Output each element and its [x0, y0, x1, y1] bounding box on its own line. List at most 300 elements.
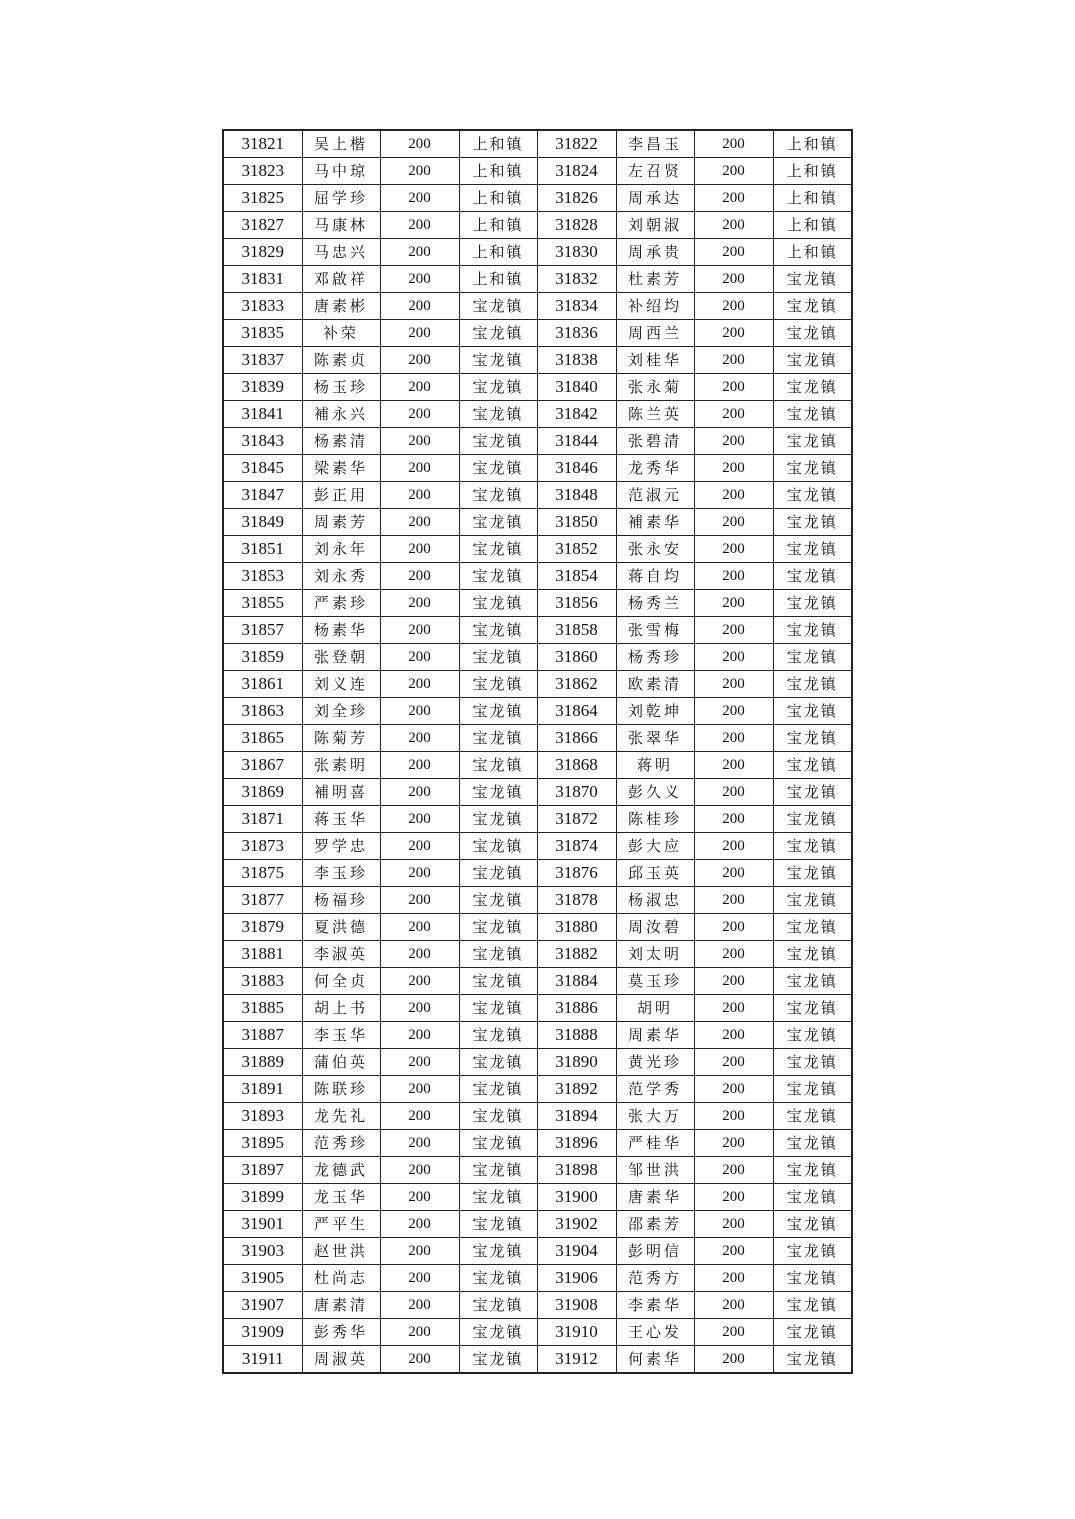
- name-cell: 杨玉珍: [302, 374, 380, 401]
- serial-number-cell: 31824: [537, 158, 616, 185]
- amount-cell: 200: [380, 617, 459, 644]
- name-cell: 李玉珍: [302, 860, 380, 887]
- serial-number-cell: 31912: [537, 1346, 616, 1374]
- name-cell: 范学秀: [616, 1076, 694, 1103]
- serial-number-cell: 31859: [223, 644, 302, 671]
- town-cell: 宝龙镇: [773, 698, 852, 725]
- name-cell: 李淑英: [302, 941, 380, 968]
- town-cell: 宝龙镇: [459, 1238, 537, 1265]
- amount-cell: 200: [694, 806, 773, 833]
- amount-cell: 200: [380, 590, 459, 617]
- name-cell: 李玉华: [302, 1022, 380, 1049]
- serial-number-cell: 31904: [537, 1238, 616, 1265]
- serial-number-cell: 31909: [223, 1319, 302, 1346]
- serial-number-cell: 31828: [537, 212, 616, 239]
- table-row: [223, 887, 852, 914]
- amount-cell: 200: [380, 725, 459, 752]
- name-cell: 胡上书: [302, 995, 380, 1022]
- amount-cell: 200: [380, 401, 459, 428]
- serial-number-cell: 31853: [223, 563, 302, 590]
- amount-cell: 200: [380, 860, 459, 887]
- town-cell: 宝龙镇: [459, 401, 537, 428]
- name-cell: 刘永秀: [302, 563, 380, 590]
- serial-number-cell: 31821: [223, 130, 302, 158]
- name-cell: 龙秀华: [616, 455, 694, 482]
- name-cell: 欧素清: [616, 671, 694, 698]
- serial-number-cell: 31871: [223, 806, 302, 833]
- town-cell: 宝龙镇: [459, 752, 537, 779]
- town-cell: 宝龙镇: [459, 941, 537, 968]
- table-row: [223, 185, 852, 212]
- name-cell: 马康林: [302, 212, 380, 239]
- town-cell: 宝龙镇: [773, 347, 852, 374]
- amount-cell: 200: [380, 1157, 459, 1184]
- name-cell: 严素珍: [302, 590, 380, 617]
- name-cell: 补荣: [302, 320, 380, 347]
- amount-cell: 200: [694, 1238, 773, 1265]
- amount-cell: 200: [380, 320, 459, 347]
- serial-number-cell: 31847: [223, 482, 302, 509]
- amount-cell: 200: [694, 455, 773, 482]
- table-row: [223, 1346, 852, 1374]
- serial-number-cell: 31880: [537, 914, 616, 941]
- table-row: [223, 1292, 852, 1319]
- name-cell: 邵素芳: [616, 1211, 694, 1238]
- amount-cell: 200: [694, 1157, 773, 1184]
- serial-number-cell: 31875: [223, 860, 302, 887]
- town-cell: 宝龙镇: [773, 617, 852, 644]
- town-cell: 宝龙镇: [459, 455, 537, 482]
- serial-number-cell: 31908: [537, 1292, 616, 1319]
- table-row: [223, 725, 852, 752]
- town-cell: 宝龙镇: [459, 671, 537, 698]
- table-row: [223, 1211, 852, 1238]
- amount-cell: 200: [380, 1292, 459, 1319]
- town-cell: 宝龙镇: [773, 860, 852, 887]
- town-cell: 宝龙镇: [459, 1211, 537, 1238]
- serial-number-cell: 31906: [537, 1265, 616, 1292]
- name-cell: 唐素清: [302, 1292, 380, 1319]
- amount-cell: 200: [694, 1184, 773, 1211]
- town-cell: 宝龙镇: [773, 266, 852, 293]
- name-cell: 蒋自均: [616, 563, 694, 590]
- name-cell: 杜素芳: [616, 266, 694, 293]
- amount-cell: 200: [380, 455, 459, 482]
- name-cell: 彭久义: [616, 779, 694, 806]
- amount-cell: 200: [694, 779, 773, 806]
- serial-number-cell: 31862: [537, 671, 616, 698]
- name-cell: 罗学忠: [302, 833, 380, 860]
- name-cell: 陈兰英: [616, 401, 694, 428]
- table-row: [223, 1265, 852, 1292]
- amount-cell: 200: [694, 1049, 773, 1076]
- name-cell: 杨淑忠: [616, 887, 694, 914]
- amount-cell: 200: [694, 536, 773, 563]
- table-row: [223, 1130, 852, 1157]
- town-cell: 宝龙镇: [459, 968, 537, 995]
- town-cell: 宝龙镇: [773, 1157, 852, 1184]
- serial-number-cell: 31878: [537, 887, 616, 914]
- town-cell: 宝龙镇: [459, 1157, 537, 1184]
- town-cell: 宝龙镇: [773, 1265, 852, 1292]
- amount-cell: 200: [380, 995, 459, 1022]
- roster-body: [223, 130, 852, 1373]
- serial-number-cell: 31874: [537, 833, 616, 860]
- amount-cell: 200: [694, 1103, 773, 1130]
- name-cell: 严平生: [302, 1211, 380, 1238]
- serial-number-cell: 31831: [223, 266, 302, 293]
- name-cell: 左召贤: [616, 158, 694, 185]
- amount-cell: 200: [380, 1265, 459, 1292]
- town-cell: 上和镇: [459, 212, 537, 239]
- amount-cell: 200: [380, 212, 459, 239]
- serial-number-cell: 31829: [223, 239, 302, 266]
- town-cell: 宝龙镇: [459, 995, 537, 1022]
- table-row: [223, 158, 852, 185]
- serial-number-cell: 31869: [223, 779, 302, 806]
- serial-number-cell: 31836: [537, 320, 616, 347]
- amount-cell: 200: [380, 482, 459, 509]
- town-cell: 宝龙镇: [773, 1319, 852, 1346]
- serial-number-cell: 31848: [537, 482, 616, 509]
- table-row: [223, 347, 852, 374]
- amount-cell: 200: [380, 806, 459, 833]
- town-cell: 上和镇: [459, 158, 537, 185]
- town-cell: 宝龙镇: [459, 536, 537, 563]
- amount-cell: 200: [694, 968, 773, 995]
- town-cell: 宝龙镇: [773, 293, 852, 320]
- town-cell: 宝龙镇: [773, 671, 852, 698]
- town-cell: 宝龙镇: [773, 320, 852, 347]
- name-cell: 杜尚志: [302, 1265, 380, 1292]
- name-cell: 刘全珍: [302, 698, 380, 725]
- town-cell: 宝龙镇: [459, 833, 537, 860]
- town-cell: 宝龙镇: [773, 725, 852, 752]
- amount-cell: 200: [694, 509, 773, 536]
- town-cell: 宝龙镇: [773, 1022, 852, 1049]
- name-cell: 杨福珍: [302, 887, 380, 914]
- name-cell: 刘永年: [302, 536, 380, 563]
- name-cell: 唐素彬: [302, 293, 380, 320]
- serial-number-cell: 31830: [537, 239, 616, 266]
- town-cell: 宝龙镇: [459, 563, 537, 590]
- serial-number-cell: 31891: [223, 1076, 302, 1103]
- table-row: [223, 293, 852, 320]
- town-cell: 宝龙镇: [459, 1103, 537, 1130]
- name-cell: 李素华: [616, 1292, 694, 1319]
- serial-number-cell: 31837: [223, 347, 302, 374]
- town-cell: 宝龙镇: [773, 1346, 852, 1374]
- amount-cell: 200: [694, 1076, 773, 1103]
- amount-cell: 200: [694, 995, 773, 1022]
- town-cell: 宝龙镇: [773, 1238, 852, 1265]
- name-cell: 刘乾坤: [616, 698, 694, 725]
- name-cell: 蒋明: [616, 752, 694, 779]
- serial-number-cell: 31826: [537, 185, 616, 212]
- town-cell: 宝龙镇: [773, 752, 852, 779]
- serial-number-cell: 31905: [223, 1265, 302, 1292]
- serial-number-cell: 31882: [537, 941, 616, 968]
- serial-number-cell: 31845: [223, 455, 302, 482]
- name-cell: 杨素华: [302, 617, 380, 644]
- amount-cell: 200: [694, 914, 773, 941]
- table-row: [223, 482, 852, 509]
- name-cell: 周承达: [616, 185, 694, 212]
- serial-number-cell: 31889: [223, 1049, 302, 1076]
- serial-number-cell: 31840: [537, 374, 616, 401]
- table-row: [223, 455, 852, 482]
- name-cell: 李昌玉: [616, 130, 694, 158]
- town-cell: 上和镇: [459, 130, 537, 158]
- town-cell: 宝龙镇: [459, 1292, 537, 1319]
- amount-cell: 200: [694, 725, 773, 752]
- name-cell: 陈菊芳: [302, 725, 380, 752]
- name-cell: 范秀方: [616, 1265, 694, 1292]
- name-cell: 严桂华: [616, 1130, 694, 1157]
- table-row: [223, 590, 852, 617]
- serial-number-cell: 31863: [223, 698, 302, 725]
- table-row: [223, 1157, 852, 1184]
- name-cell: 杨秀兰: [616, 590, 694, 617]
- serial-number-cell: 31850: [537, 509, 616, 536]
- name-cell: 蒲伯英: [302, 1049, 380, 1076]
- serial-number-cell: 31839: [223, 374, 302, 401]
- serial-number-cell: 31858: [537, 617, 616, 644]
- amount-cell: 200: [380, 293, 459, 320]
- town-cell: 宝龙镇: [773, 914, 852, 941]
- town-cell: 宝龙镇: [773, 1211, 852, 1238]
- town-cell: 宝龙镇: [773, 1076, 852, 1103]
- name-cell: 张雪梅: [616, 617, 694, 644]
- subsidy-roster-table: [222, 129, 853, 1374]
- amount-cell: 200: [694, 1319, 773, 1346]
- town-cell: 宝龙镇: [459, 482, 537, 509]
- amount-cell: 200: [380, 563, 459, 590]
- town-cell: 宝龙镇: [773, 644, 852, 671]
- town-cell: 宝龙镇: [459, 698, 537, 725]
- name-cell: 周素芳: [302, 509, 380, 536]
- name-cell: 张登朝: [302, 644, 380, 671]
- serial-number-cell: 31888: [537, 1022, 616, 1049]
- serial-number-cell: 31876: [537, 860, 616, 887]
- town-cell: 宝龙镇: [773, 941, 852, 968]
- amount-cell: 200: [380, 1238, 459, 1265]
- town-cell: 宝龙镇: [459, 1346, 537, 1374]
- serial-number-cell: 31872: [537, 806, 616, 833]
- table-row: [223, 1238, 852, 1265]
- amount-cell: 200: [694, 212, 773, 239]
- serial-number-cell: 31838: [537, 347, 616, 374]
- serial-number-cell: 31896: [537, 1130, 616, 1157]
- town-cell: 上和镇: [459, 185, 537, 212]
- amount-cell: 200: [380, 887, 459, 914]
- name-cell: 陈素贞: [302, 347, 380, 374]
- town-cell: 宝龙镇: [459, 887, 537, 914]
- amount-cell: 200: [694, 239, 773, 266]
- table-row: [223, 1103, 852, 1130]
- town-cell: 宝龙镇: [773, 1049, 852, 1076]
- town-cell: 宝龙镇: [459, 509, 537, 536]
- amount-cell: 200: [694, 860, 773, 887]
- table-row: [223, 806, 852, 833]
- amount-cell: 200: [380, 1184, 459, 1211]
- name-cell: 陈联珍: [302, 1076, 380, 1103]
- name-cell: 周承贵: [616, 239, 694, 266]
- serial-number-cell: 31885: [223, 995, 302, 1022]
- town-cell: 宝龙镇: [773, 374, 852, 401]
- amount-cell: 200: [694, 752, 773, 779]
- serial-number-cell: 31864: [537, 698, 616, 725]
- serial-number-cell: 31835: [223, 320, 302, 347]
- name-cell: 彭正用: [302, 482, 380, 509]
- amount-cell: 200: [380, 1076, 459, 1103]
- name-cell: 刘义连: [302, 671, 380, 698]
- amount-cell: 200: [694, 266, 773, 293]
- table-row: [223, 374, 852, 401]
- name-cell: 何全贞: [302, 968, 380, 995]
- town-cell: 宝龙镇: [773, 995, 852, 1022]
- serial-number-cell: 31868: [537, 752, 616, 779]
- amount-cell: 200: [380, 698, 459, 725]
- serial-number-cell: 31899: [223, 1184, 302, 1211]
- town-cell: 宝龙镇: [773, 1130, 852, 1157]
- serial-number-cell: 31866: [537, 725, 616, 752]
- table-row: [223, 1022, 852, 1049]
- town-cell: 宝龙镇: [773, 563, 852, 590]
- town-cell: 宝龙镇: [773, 806, 852, 833]
- name-cell: 梁素华: [302, 455, 380, 482]
- name-cell: 王心发: [616, 1319, 694, 1346]
- table-row: [223, 509, 852, 536]
- town-cell: 宝龙镇: [459, 806, 537, 833]
- table-row: [223, 239, 852, 266]
- town-cell: 宝龙镇: [459, 320, 537, 347]
- serial-number-cell: 31855: [223, 590, 302, 617]
- amount-cell: 200: [380, 509, 459, 536]
- amount-cell: 200: [694, 428, 773, 455]
- name-cell: 周淑英: [302, 1346, 380, 1374]
- name-cell: 龙德武: [302, 1157, 380, 1184]
- name-cell: 補永兴: [302, 401, 380, 428]
- serial-number-cell: 31843: [223, 428, 302, 455]
- serial-number-cell: 31901: [223, 1211, 302, 1238]
- town-cell: 上和镇: [459, 239, 537, 266]
- town-cell: 宝龙镇: [459, 1076, 537, 1103]
- amount-cell: 200: [694, 293, 773, 320]
- amount-cell: 200: [380, 158, 459, 185]
- amount-cell: 200: [694, 617, 773, 644]
- serial-number-cell: 31841: [223, 401, 302, 428]
- table-row: [223, 644, 852, 671]
- serial-number-cell: 31883: [223, 968, 302, 995]
- serial-number-cell: 31877: [223, 887, 302, 914]
- table-row: [223, 266, 852, 293]
- serial-number-cell: 31910: [537, 1319, 616, 1346]
- amount-cell: 200: [694, 671, 773, 698]
- table-row: [223, 401, 852, 428]
- table-row: [223, 320, 852, 347]
- name-cell: 彭秀华: [302, 1319, 380, 1346]
- name-cell: 张永安: [616, 536, 694, 563]
- table-row: [223, 698, 852, 725]
- name-cell: 胡明: [616, 995, 694, 1022]
- amount-cell: 200: [694, 887, 773, 914]
- serial-number-cell: 31870: [537, 779, 616, 806]
- amount-cell: 200: [694, 1022, 773, 1049]
- name-cell: 邹世洪: [616, 1157, 694, 1184]
- name-cell: 彭大应: [616, 833, 694, 860]
- table-row: [223, 1076, 852, 1103]
- town-cell: 上和镇: [773, 158, 852, 185]
- amount-cell: 200: [694, 482, 773, 509]
- amount-cell: 200: [380, 130, 459, 158]
- serial-number-cell: 31902: [537, 1211, 616, 1238]
- name-cell: 张素明: [302, 752, 380, 779]
- serial-number-cell: 31822: [537, 130, 616, 158]
- amount-cell: 200: [380, 1319, 459, 1346]
- serial-number-cell: 31887: [223, 1022, 302, 1049]
- town-cell: 宝龙镇: [459, 617, 537, 644]
- serial-number-cell: 31879: [223, 914, 302, 941]
- town-cell: 宝龙镇: [773, 428, 852, 455]
- name-cell: 范秀珍: [302, 1130, 380, 1157]
- town-cell: 宝龙镇: [773, 833, 852, 860]
- town-cell: 宝龙镇: [459, 914, 537, 941]
- amount-cell: 200: [380, 644, 459, 671]
- table-row: [223, 1049, 852, 1076]
- amount-cell: 200: [380, 1130, 459, 1157]
- name-cell: 龙玉华: [302, 1184, 380, 1211]
- town-cell: 宝龙镇: [773, 1184, 852, 1211]
- serial-number-cell: 31825: [223, 185, 302, 212]
- amount-cell: 200: [694, 1211, 773, 1238]
- amount-cell: 200: [694, 941, 773, 968]
- town-cell: 宝龙镇: [459, 779, 537, 806]
- name-cell: 吴上楷: [302, 130, 380, 158]
- amount-cell: 200: [694, 1265, 773, 1292]
- serial-number-cell: 31884: [537, 968, 616, 995]
- town-cell: 宝龙镇: [459, 1265, 537, 1292]
- town-cell: 宝龙镇: [773, 455, 852, 482]
- name-cell: 补绍均: [616, 293, 694, 320]
- amount-cell: 200: [694, 185, 773, 212]
- amount-cell: 200: [380, 1346, 459, 1374]
- name-cell: 张翠华: [616, 725, 694, 752]
- amount-cell: 200: [694, 347, 773, 374]
- amount-cell: 200: [380, 671, 459, 698]
- name-cell: 杨素清: [302, 428, 380, 455]
- table-row: [223, 941, 852, 968]
- table-row: [223, 617, 852, 644]
- serial-number-cell: 31827: [223, 212, 302, 239]
- serial-number-cell: 31898: [537, 1157, 616, 1184]
- table-row: [223, 130, 852, 158]
- serial-number-cell: 31860: [537, 644, 616, 671]
- amount-cell: 200: [380, 752, 459, 779]
- name-cell: 蒋玉华: [302, 806, 380, 833]
- name-cell: 马中琼: [302, 158, 380, 185]
- serial-number-cell: 31892: [537, 1076, 616, 1103]
- amount-cell: 200: [694, 130, 773, 158]
- name-cell: 周西兰: [616, 320, 694, 347]
- name-cell: 刘太明: [616, 941, 694, 968]
- amount-cell: 200: [694, 563, 773, 590]
- serial-number-cell: 31893: [223, 1103, 302, 1130]
- name-cell: 周汝碧: [616, 914, 694, 941]
- name-cell: 何素华: [616, 1346, 694, 1374]
- amount-cell: 200: [380, 1022, 459, 1049]
- name-cell: 龙先礼: [302, 1103, 380, 1130]
